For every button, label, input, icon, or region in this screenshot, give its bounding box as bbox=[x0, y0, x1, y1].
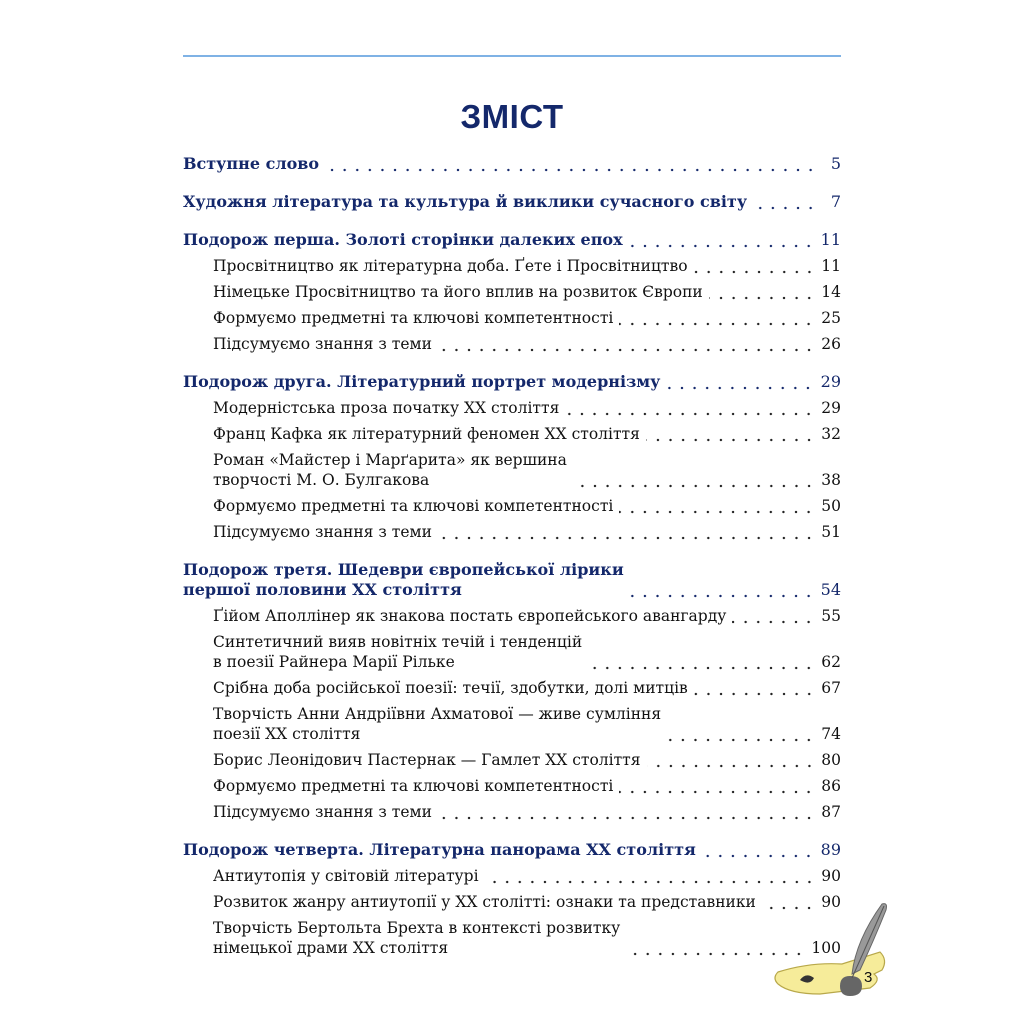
entry-title bbox=[183, 840, 696, 860]
entry-page-number: 86 bbox=[821, 777, 841, 795]
entry-page-number: 62 bbox=[821, 653, 841, 671]
entry-title-line: Подорож перша. Золоті сторінки далеких епох bbox=[183, 230, 623, 249]
entry-title-line: в поезії Райнера Марії Рільке bbox=[213, 653, 455, 671]
page-number: 3 bbox=[864, 969, 873, 986]
dot-leader bbox=[646, 424, 815, 444]
toc-entry[interactable] bbox=[183, 331, 841, 357]
toc-section-heading[interactable] bbox=[183, 227, 841, 253]
entry-page-number: 7 bbox=[830, 192, 841, 211]
dot-leader bbox=[438, 802, 815, 822]
toc-section-heading[interactable] bbox=[183, 189, 841, 215]
entry-title-line: Формуємо предметні та ключові компетентності bbox=[213, 777, 614, 795]
entry-title-line: Формуємо предметні та ключові компетентності bbox=[213, 309, 614, 327]
entry-title-line: Подорож третя. Шедеври європейської лірики bbox=[183, 560, 624, 579]
entry-title-line: Ґійом Аполлінер як знакова постать європейського авангарду bbox=[213, 607, 727, 625]
entry-title-line: Антиутопія у світовій літературі bbox=[213, 867, 479, 885]
entry-page-number: 25 bbox=[821, 309, 841, 327]
quill-icon bbox=[770, 900, 895, 1000]
entry-title-line: Синтетичний вияв новітніх течій і тенденцій bbox=[213, 633, 583, 651]
toc-entry[interactable] bbox=[183, 799, 841, 825]
quill-page-badge bbox=[770, 900, 895, 1004]
entry-page-number: 29 bbox=[820, 372, 841, 391]
toc-entry[interactable] bbox=[183, 915, 841, 961]
entry-page-number: 90 bbox=[821, 893, 841, 911]
entry-title-line: Підсумуємо знання з теми bbox=[213, 803, 432, 821]
entry-title bbox=[213, 678, 688, 698]
entry-title bbox=[213, 750, 641, 770]
dot-leader bbox=[629, 230, 815, 250]
entry-title bbox=[213, 282, 703, 302]
entry-page-number: 11 bbox=[820, 230, 841, 249]
entry-title-line: Роман «Майстер і Марґарита» як вершина bbox=[213, 451, 567, 469]
entry-page-number: 5 bbox=[830, 154, 841, 173]
dot-leader bbox=[588, 652, 815, 672]
entry-title-line: творчості М. О. Булгакова bbox=[213, 471, 430, 489]
entry-title bbox=[213, 892, 756, 912]
entry-title bbox=[183, 154, 319, 174]
entry-title-line: Підсумуємо знання з теми bbox=[213, 523, 432, 541]
toc-entry[interactable] bbox=[183, 493, 841, 519]
entry-title bbox=[213, 776, 613, 796]
toc-entry[interactable] bbox=[183, 305, 841, 331]
dot-leader bbox=[438, 522, 815, 542]
dot-leader bbox=[753, 192, 817, 212]
entry-title-line: Художня література та культура й виклики сучасного світу bbox=[183, 192, 748, 211]
toc-entry[interactable] bbox=[183, 519, 841, 545]
toc-entry[interactable] bbox=[183, 701, 841, 747]
entry-title-line: Підсумуємо знання з теми bbox=[213, 335, 432, 353]
entry-page-number: 54 bbox=[820, 580, 841, 599]
entry-page-number: 100 bbox=[811, 939, 841, 957]
entry-title bbox=[213, 496, 613, 516]
entry-page-number: 14 bbox=[821, 283, 841, 301]
entry-title-line: Формуємо предметні та ключові компетентності bbox=[213, 497, 614, 515]
entry-title-line: Срібна доба російської поезії: течії, здобутки, долі митців bbox=[213, 679, 688, 697]
entry-title-line: Німецьке Просвітництво та його вплив на розвиток Європи bbox=[213, 283, 703, 301]
entry-title bbox=[213, 256, 688, 276]
entry-title-line: Просвітництво як літературна доба. Ґете і Просвітництво bbox=[213, 257, 688, 275]
entry-page-number: 67 bbox=[821, 679, 841, 697]
entry-title bbox=[213, 398, 559, 418]
toc-entry[interactable] bbox=[183, 629, 841, 675]
entry-title-line: Творчість Анни Андріївни Ахматової — живе сумління bbox=[213, 705, 662, 723]
entry-title-line: першої половини XX століття bbox=[183, 580, 462, 599]
dot-leader bbox=[325, 154, 817, 174]
dot-leader bbox=[573, 470, 815, 490]
entry-title-line: Модерністська проза початку XX століття bbox=[213, 399, 560, 417]
dot-leader bbox=[694, 678, 816, 698]
dot-leader bbox=[630, 580, 815, 600]
dot-leader bbox=[709, 282, 816, 302]
dot-leader bbox=[702, 840, 815, 860]
entry-title-line: Франц Кафка як літературний феномен XX століття bbox=[213, 425, 640, 443]
toc-entry[interactable] bbox=[183, 773, 841, 799]
toc-entry[interactable] bbox=[183, 395, 841, 421]
toc-entry[interactable] bbox=[183, 889, 841, 915]
header-rule bbox=[183, 55, 841, 57]
dot-leader bbox=[667, 724, 815, 744]
entry-title-line: Вступне слово bbox=[183, 154, 320, 173]
entry-page-number: 55 bbox=[821, 607, 841, 625]
toc-entry[interactable] bbox=[183, 279, 841, 305]
entry-page-number: 80 bbox=[821, 751, 841, 769]
entry-title bbox=[213, 606, 726, 626]
toc-entry[interactable] bbox=[183, 863, 841, 889]
entry-page-number: 90 bbox=[821, 867, 841, 885]
entry-page-number: 11 bbox=[821, 257, 841, 275]
toc-section bbox=[183, 227, 841, 357]
entry-title bbox=[183, 372, 660, 392]
dot-leader bbox=[647, 750, 816, 770]
toc-section bbox=[183, 837, 841, 961]
toc-section-heading[interactable] bbox=[183, 557, 841, 603]
entry-title-line: Розвиток жанру антиутопії у XX столітті: ознаки та представники bbox=[213, 893, 756, 911]
dot-leader bbox=[666, 372, 814, 392]
entry-page-number: 51 bbox=[821, 523, 841, 541]
toc-entry[interactable] bbox=[183, 603, 841, 629]
table-of-contents bbox=[183, 151, 841, 973]
entry-title bbox=[213, 450, 567, 490]
entry-page-number: 29 bbox=[821, 399, 841, 417]
entry-title-line: Подорож четверта. Літературна панорама XX століття bbox=[183, 840, 696, 859]
toc-section-heading[interactable] bbox=[183, 369, 841, 395]
entry-title bbox=[183, 230, 623, 250]
dot-leader bbox=[732, 606, 815, 626]
entry-page-number: 89 bbox=[820, 840, 841, 859]
dot-leader bbox=[619, 496, 815, 516]
entry-page-number: 38 bbox=[821, 471, 841, 489]
toc-section bbox=[183, 151, 841, 177]
entry-title bbox=[213, 632, 582, 672]
entry-title-line: Творчість Бертольта Брехта в контексті розвитку bbox=[213, 919, 621, 937]
entry-title bbox=[213, 334, 432, 354]
dot-leader bbox=[485, 866, 816, 886]
entry-title bbox=[213, 918, 620, 958]
entry-page-number: 50 bbox=[821, 497, 841, 515]
entry-page-number: 74 bbox=[821, 725, 841, 743]
toc-entry[interactable] bbox=[183, 747, 841, 773]
entry-title bbox=[183, 560, 624, 600]
dot-leader bbox=[438, 334, 815, 354]
entry-title bbox=[213, 866, 479, 886]
dot-leader bbox=[619, 776, 815, 796]
toc-entry[interactable] bbox=[183, 253, 841, 279]
entry-title bbox=[213, 802, 432, 822]
entry-title bbox=[183, 192, 747, 212]
entry-title bbox=[213, 308, 613, 328]
dot-leader bbox=[694, 256, 816, 276]
entry-title-line: поезії XX століття bbox=[213, 725, 361, 743]
dot-leader bbox=[565, 398, 815, 418]
entry-page-number: 87 bbox=[821, 803, 841, 821]
toc-entry[interactable] bbox=[183, 675, 841, 701]
toc-section-heading[interactable] bbox=[183, 151, 841, 177]
page-title: ЗМІСТ bbox=[460, 98, 564, 135]
entry-title bbox=[213, 424, 640, 444]
toc-section bbox=[183, 369, 841, 545]
toc-section bbox=[183, 189, 841, 215]
toc-entry[interactable] bbox=[183, 421, 841, 447]
entry-title-line: Борис Леонідович Пастернак — Гамлет XX століття bbox=[213, 751, 641, 769]
dot-leader bbox=[619, 308, 815, 328]
toc-entry[interactable] bbox=[183, 447, 841, 493]
entry-title bbox=[213, 704, 661, 744]
entry-title-line: німецької драми XX століття bbox=[213, 939, 449, 957]
entry-page-number: 26 bbox=[821, 335, 841, 353]
entry-page-number: 32 bbox=[821, 425, 841, 443]
entry-title bbox=[213, 522, 432, 542]
toc-section-heading[interactable] bbox=[183, 837, 841, 863]
toc-section bbox=[183, 557, 841, 825]
entry-title-line: Подорож друга. Літературний портрет модернізму bbox=[183, 372, 661, 391]
